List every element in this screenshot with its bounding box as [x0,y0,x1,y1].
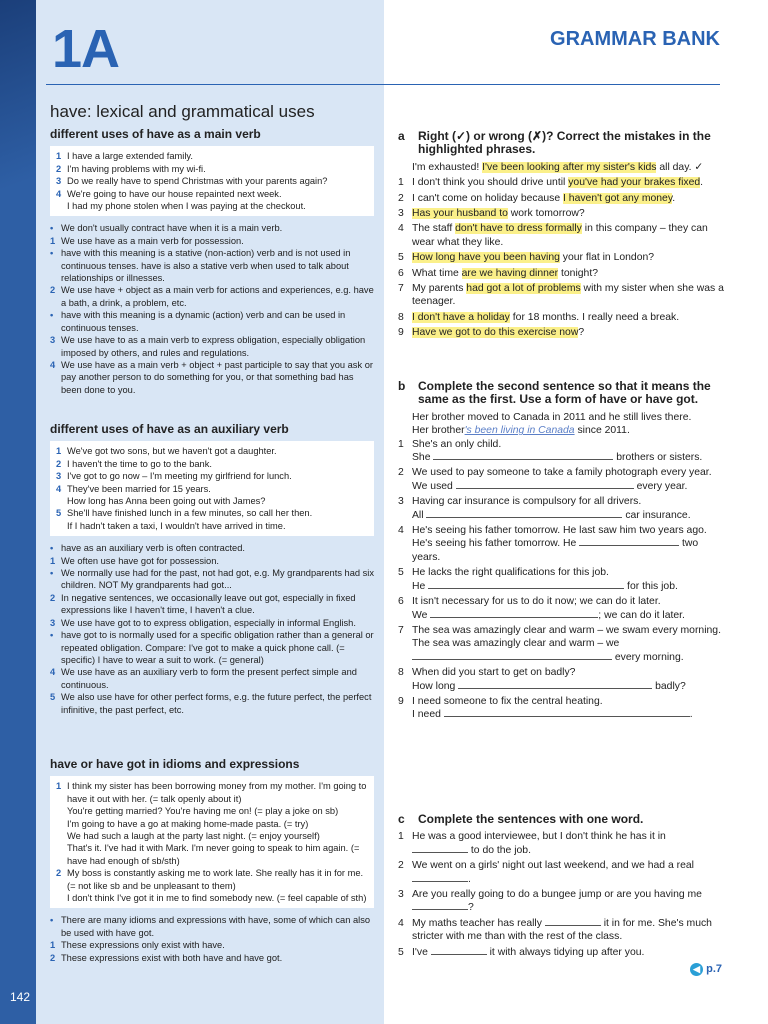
exercise-item: 7 My parents had got a lot of problems with my sister when she was a teenager. [398,283,724,308]
exercise-item: 3 Has your husband to work tomorrow? [398,208,585,220]
exercise-item: 5 How long have you been having your flat in London? [398,252,655,264]
example-line: 3 I've got to go now – I'm meeting my girlfriend for lunch. [56,471,292,482]
rule-line: 2 These expressions exist with both have and have got. [50,952,283,963]
example-line: 1 I think my sister has been borrowing money from my mother. I'm going to have it out with her. (= talk openly about it) [56,781,367,804]
example-line: 4 They've been married for 15 years. [56,483,211,494]
answer-blank[interactable] [412,909,468,910]
example-line: That's it. I've had it with Mark. I'm never going to speak to him again. (= have had enough of sb/sth) [67,843,360,866]
answer-blank[interactable] [428,588,624,589]
exercise-heading: c Complete the sentences with one word. [398,812,644,826]
rule-line: 1 We use have as a main verb for possession. [50,235,244,246]
rule-line: • We don't usually contract have when it is a main verb. [50,223,283,234]
exercise-item: 4 My maths teacher has really it in for me. She's much stricter with me than with the rest of the class. [398,917,712,943]
back-arrow-icon: ◀ [690,963,703,976]
example-sentence: Her brother moved to Canada in 2011 and he still lives there. [412,411,692,423]
answer-blank[interactable] [426,517,622,518]
exercise-item: 5 He lacks the right qualifications for this job. He for this job. [398,567,678,592]
page-title: have: lexical and grammatical uses [50,102,315,121]
exercise-c [398,813,724,961]
exercise-heading: b Complete the second sentence so that it means the same as the first. Use a form of have or have got. [398,379,711,407]
exercise-item: 1 I don't think you should drive until you've had your brakes fixed. [398,177,704,189]
decorative-stripe [0,0,36,260]
example-line: I had my phone stolen when I was paying at the checkout. [67,201,306,212]
exercise-item: 3 Are you really going to do a bungee jump or are you having me ? [398,889,702,914]
section-auxiliary-verb [50,423,374,716]
rule-line: • have as an auxiliary verb is often contracted. [50,543,245,554]
answer-blank[interactable] [456,488,634,489]
rule-line: • have got to is normally used for a specific obligation rather than a general or repeated obligation. Compare: I've got to make a quick phone call. (= specific) I have to wear a suit to work. (= general) [50,630,374,665]
answer-blank[interactable] [412,852,468,853]
section-header: GRAMMAR BANK [550,28,720,50]
rule-line: • have with this meaning is a dynamic (action) verb and can be used in continuous tenses. [50,310,346,333]
section-idioms [50,758,374,964]
exercise-item: 2 We went on a girls' night out last weekend, and we had a real . [398,860,694,885]
exercise-example: I'm exhausted! I've been looking after my sister's kids all day. ✓ [412,161,704,173]
rule-line: • have with this meaning is a stative (non-action) verb and is not used in continuous tenses. have is also a stative verb when used to talk about relationships or illnesses. [50,248,351,284]
section-heading: have or have got in idioms and expressions [50,757,300,771]
exercise-item: 6 What time are we having dinner tonight? [398,267,598,279]
page-number: 142 [10,990,31,1004]
rule-line: 1 These expressions only exist with have. [50,940,225,951]
example-line: 5 She'll have finished lunch in a few minutes, so call her then. [56,508,313,519]
example-line: I don't think I've got it in me to find somebody new. (= feel capable of sth) [67,893,367,904]
example-line: You're getting married? You're having me on! (= play a joke on sb) [67,806,339,817]
example-box [50,776,374,908]
rule-line: 2 In negative sentences, we occasionally leave out got, especially in fixed expressions like I haven't time, I haven't a clue. [50,592,356,616]
exercise-item: 8 When did you start to get on badly? How long badly? [398,667,686,692]
section-heading: different uses of have as an auxiliary verb [50,422,289,436]
left-color-bar [0,0,36,1024]
example-line: How long has Anna been going out with James? [67,496,266,507]
example-line: 4 We're going to have our house repainted next week. [56,188,282,199]
example-line: I'm going to have a go at making home-made pasta. (= try) [67,818,309,829]
rule-line: • There are many idioms and expressions with have, some of which can also be used with have got. [50,915,371,938]
rule-line: 5 We also use have for other perfect forms, e.g. the future perfect, the perfect infinitive, the past perfect, etc. [50,692,372,715]
exercise-item: 7 The sea was amazingly clear and warm – we swam every morning. The sea was amazingly clear and warm – we every morning. [398,624,721,663]
answer-blank[interactable] [412,881,468,882]
exercise-item: 8 I don't have a holiday for 18 months. I really need a break. [398,311,680,323]
example-line: 2 I'm having problems with my wi-fi. [56,163,206,174]
exercise-item: 5 I've it with always tidying up after you. [398,946,645,958]
example-answer: Her brother's been living in Canada since 2011. [412,425,630,437]
rule-line: 3 We use have got to to express obligation, especially in informal English. [50,617,356,628]
section-main-verb [50,128,374,396]
section-heading: different uses of have as a main verb [50,127,261,141]
example-line: 3 Do we really have to spend Christmas with your parents again? [56,176,328,187]
exercise-item: 2 I can't come on holiday because I haven't got any money. [398,192,676,204]
page-reference-link[interactable]: ◀ p.7 [690,963,722,976]
exercise-item: 3 Having car insurance is compulsory for all drivers. All car insurance. [398,496,691,521]
example-box [50,441,374,536]
exercise-item: 6 It isn't necessary for us to do it now; we can do it later. We ; we can do it later. [398,596,685,621]
answer-blank[interactable] [579,545,679,546]
example-line: If I hadn't taken a taxi, I wouldn't have arrived in time. [67,520,286,531]
rule-line: 3 We use have to as a main verb to express obligation, especially obligation imposed by others, and rules and regulations. [50,335,366,358]
exercise-item: 9 Have we got to do this exercise now? [398,327,585,339]
example-line: 2 My boss is constantly asking me to work late. She really has it in for me. (= not like sb and be unpleasant to them) [56,868,364,891]
rule-line: 4 We use have as a main verb + object + past participle to say that you ask or pay another person to do something for you, or that something bad has been done to you. [50,359,373,395]
answer-blank[interactable] [433,459,613,460]
answer-blank[interactable] [412,659,612,660]
rule-line: • We normally use had for the past, not had got, e.g. My grandparents had six children. NOT My grandparents had got... [50,568,375,591]
header-rule [46,84,720,85]
rule-line: 2 We use have + object as a main verb for actions and experiences, e.g. have a bath, a drink, a problem, etc. [50,285,374,308]
example-line: We had such a laugh at the party last night. (= enjoy yourself) [67,831,320,842]
exercise-item: 4 He's seeing his father tomorrow. He last saw him two years ago. He's seeing his father tomorrow. He two years. [398,525,707,563]
example-line: 1 We've got two sons, but we haven't got a daughter. [56,446,277,457]
exercise-heading: a Right (✓) or wrong (✗)? Correct the mistakes in the highlighted phrases. [398,129,711,157]
example-line: 2 I haven't the time to go to the bank. [56,458,212,469]
exercise-item: 1 She's an only child. She brothers or sisters. [398,438,703,464]
rule-line: 4 We use have as an auxiliary verb to form the present perfect simple and continuous. [50,667,357,690]
exercise-item: 4 The staff don't have to dress formally in this company – they can wear what they like. [398,223,708,248]
answer-blank[interactable] [430,617,598,618]
exercise-item: 1 He was a good interviewee, but I don't think he has it in to do the job. [398,831,666,856]
answer-blank[interactable] [444,716,690,717]
unit-number: 1A [52,19,120,79]
exercise-b [398,380,724,724]
answer-blank[interactable] [431,954,487,955]
exercise-a [398,130,724,342]
exercise-item: 9 I need someone to fix the central heating. I need . [398,695,693,721]
example-line: 1 I have a large extended family. [56,151,193,162]
answer-blank[interactable] [458,688,652,689]
exercise-item: 2 We used to pay someone to take a family photograph every year. We used every year. [398,467,712,492]
example-box [50,146,374,216]
rule-line: 1 We often use have got for possession. [50,555,219,566]
answer-blank[interactable] [545,925,601,926]
